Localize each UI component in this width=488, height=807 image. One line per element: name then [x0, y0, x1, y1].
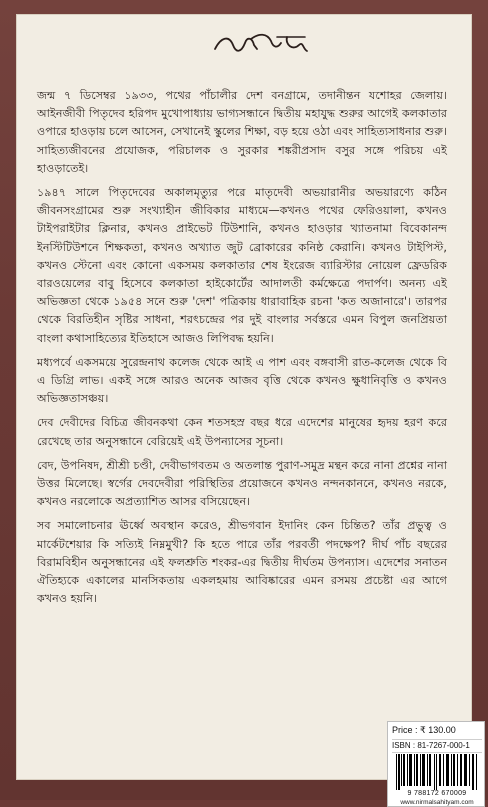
author-signature — [207, 25, 317, 61]
author-signature-graphic — [207, 25, 317, 61]
barcode-number: 9 788172 670009 — [407, 790, 467, 797]
blurb-paragraph-novel-origin: দেব দেবীদের বিচিত্র জীবনকথা কেন শতসহস্র বছর ধরে এদেশের মানুষের হৃদয় হরণ করে রেখেছে তার অনুসন্ধানে বেরিয়েই এই উপন্যাসের সূচনা। — [37, 416, 447, 448]
blurb-paragraph-birth: জন্ম ৭ ডিসেম্বর ১৯৩৩, পথের পাঁচালীর দেশ বনগ্রামে, তদানীন্তন যশোহর জেলায়। আইনজীবী পিতৃদেব হরিপদ মুখোপাধ্যায় ভাগ্যসন্ধানে দ্বিতীয় মহাযুদ্ধ শুরুর আগেই কলকাতার ওপারে হাওড়ায় চলে আসেন, সেখানেই স্কুলের শিক্ষা, বড় হয়ে ওঠা এবং সাহিত্যসাধনার শুরু। সাহিত্যজীবনের প্রযোজক, পরিচালক ও সুরকার শঙ্করীপ্রসাদ বসুর সঙ্গে পরিচয় এই হাওড়াতেই। — [37, 89, 447, 175]
blurb-paragraph-struggle: ১৯৪৭ সালে পিতৃদেবের অকালমৃত্যুর পরে মাতৃদেবী অভয়ারানীর অভয়ারণ্যে কঠিন জীবনসংগ্রামের শুরু সংখ্যাহীন জীবিকার মাধ্যমে—কখনও পথের ফেরিওয়ালা, কখনও টাইপরাইটার ক্লিনার, কখনও প্রাইভেট টিউশানি, কখনও হাওড়ার খ্যাতনামা বিবেকানন্দ ইনস্টিটিউশনে শিক্ষকতা, কখনও অখ্যাত জুট ব্রোকারের কনিষ্ঠ কেরানি। কখনও টাইপিস্ট, কখনও স্টেনো এবং কোনো একসময় কলকাতার শেষ ইংরেজ ব্যারিস্টার নোয়েল ফ্রেডরিক বারওয়েলের বাবু হিসেবে কলকাতা হাইকোর্টের আদালতী কর্মক্ষেত্রে পদার্পণ। অনন্য এই অভিজ্ঞতা থেকে ১৯৫৪ সনে শুরু 'দেশ' পত্রিকায় ধারাবাহিক রচনা 'কত অজানারে'। তারপর থেকে বিরতিহীন সৃষ্টির সাধনা, শরৎচন্দ্রের পর দুই বাংলার সর্বস্তরে এমন বিপুল জনপ্রিয়তা বাংলা কথাসাহিত্যের ইতিহাসে আজও লিপিবদ্ধ হয়নি। — [37, 186, 447, 345]
isbn-label: ISBN : 81-7267-000-1 — [392, 739, 482, 753]
barcode-graphic — [394, 754, 480, 790]
blurb-paragraph-education: মধ্যপর্বে একসময়ে সুরেন্দ্রনাথ কলেজ থেকে আই এ পাশ এবং বঙ্গবাসী রাত-কলেজ থেকে বি এ ডিগ্রি লাভ। একই সঙ্গে আরও অনেক আজব বৃত্তি থেকে কখনও ক্ষুধানিবৃত্তি ও কখনও অভিজ্ঞতাসঞ্চয়। — [37, 355, 447, 406]
blurb-text — [37, 87, 447, 608]
price-barcode-box — [387, 721, 485, 807]
publisher-website: www.nirmalsahityam.com — [400, 799, 474, 806]
blurb-panel — [16, 14, 474, 806]
blurb-paragraph-summary: সব সমালোচনার ঊর্ধ্বে অবস্থান করেও, শ্রীভগবান ইদানিং কেন চিন্তিত? তাঁর প্রভুত্ব ও মার্কেটশেয়ার কি সত্যিই নিম্নমুখী? কি হতে পারে তাঁর পরবর্তী পদক্ষেপ? দীর্ঘ পাঁচ বছরের বিরামবিহীন অনুসন্ধানের এই ফলশ্রুতি শংকর-এর দ্বিতীয় দীর্ঘতম উপন্যাস। এদেশের সনাতন ঐতিহ্যকে একালের মানসিকতায় একলহমায় আবিষ্কারের এমন রসময় প্রচেষ্টা এর আগে কখনও হয়নি। — [37, 519, 447, 606]
price-label: Price : ₹ 130.00 — [392, 725, 456, 735]
barcode — [394, 754, 480, 790]
blurb-paragraph-mythology: বেদ, উপনিষদ, শ্রীশ্রী চণ্ডী, দেবীভাগবতম ও অতলান্ত পুরাণ-সমুদ্র মন্থন করে নানা প্রশ্নের নানা উত্তর মিলেছে। স্বর্গের দেবদেবীরা পরিস্থিতির প্রয়োজনে কখনও নন্দনকাননে, কখনও নরকে, কখনও নরলোকে অপ্রত্যাশিত আসর বসিয়েছেন। — [37, 458, 447, 509]
